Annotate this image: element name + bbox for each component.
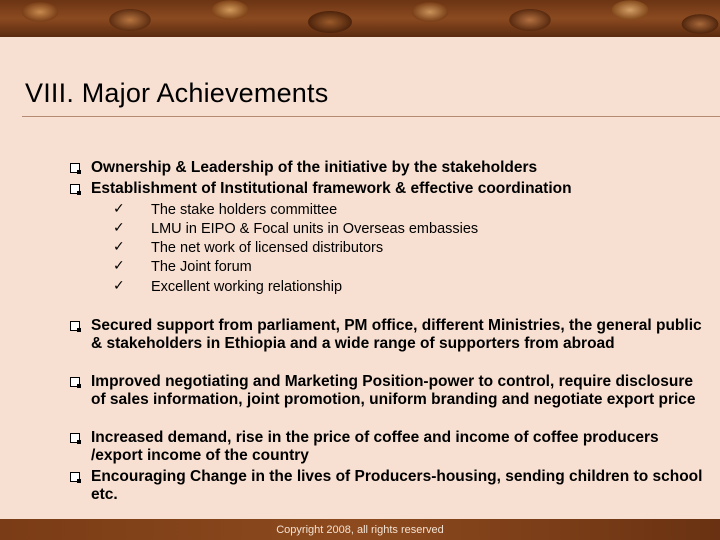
- list-item-text: Encouraging Change in the lives of Producers-housing, sending children to school etc.: [91, 468, 703, 503]
- square-bullet-icon: [70, 321, 80, 331]
- checkmark-icon: ✓: [113, 278, 125, 294]
- sub-list-item-text: Excellent working relationship: [151, 279, 343, 295]
- checkmark-icon: ✓: [113, 239, 125, 255]
- square-bullet-icon: [70, 433, 80, 443]
- checkmark-icon: ✓: [113, 201, 125, 217]
- list-item-text: Increased demand, rise in the price of coffee and income of coffee producers /export income of the country: [91, 429, 659, 464]
- sub-list-item-text: The stake holders committee: [151, 202, 338, 218]
- top-banner: [0, 0, 720, 37]
- slide-title: VIII. Major Achievements: [25, 78, 329, 108]
- square-bullet-icon: [70, 377, 80, 387]
- list-item-text: Secured support from parliament, PM office, different Ministries, the general public & stakeholders in Ethiopia and a wide range of supporters from abroad: [91, 317, 702, 352]
- list-item-text: Ownership & Leadership of the initiative by the stakeholders: [91, 159, 538, 176]
- sub-list-item-text: LMU in EIPO & Focal units in Overseas embassies: [151, 221, 479, 237]
- square-bullet-icon: [70, 184, 80, 194]
- sub-list-item-text: The Joint forum: [151, 259, 252, 275]
- list-item-text: Establishment of Institutional framework & effective coordination: [91, 180, 572, 197]
- sub-list-item-text: The net work of licensed distributors: [151, 240, 384, 256]
- square-bullet-icon: [70, 472, 80, 482]
- footer-bar: [0, 519, 720, 540]
- list-item-text: Improved negotiating and Marketing Position-power to control, require disclosure of sales information, joint promotion, uniform branding and negotiate export price: [91, 373, 696, 408]
- title-divider: [22, 116, 720, 117]
- checkmark-icon: ✓: [113, 258, 125, 274]
- square-bullet-icon: [70, 163, 80, 173]
- checkmark-icon: ✓: [113, 220, 125, 236]
- copyright-text: Copyright 2008, all rights reserved: [276, 524, 444, 536]
